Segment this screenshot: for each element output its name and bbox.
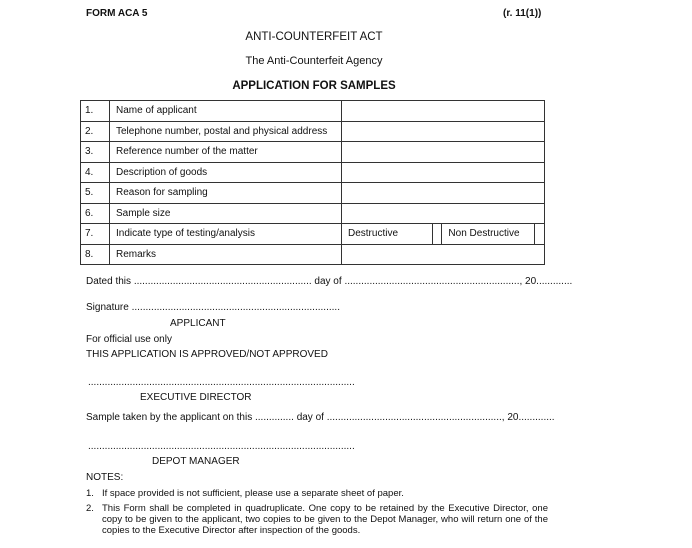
- dated-day-of: day of: [314, 276, 342, 287]
- approval-status: THIS APPLICATION IS APPROVED/NOT APPROVED: [86, 349, 328, 360]
- row-number: 8.: [81, 244, 110, 265]
- sample-taken-prefix: Sample taken by the applicant on this: [86, 412, 253, 423]
- row-number: 2.: [81, 121, 110, 142]
- applicant-name-field[interactable]: [342, 101, 545, 122]
- note-number: 2.: [86, 503, 94, 514]
- depot-manager-signature-field[interactable]: ................................................................................................: [88, 441, 355, 452]
- row-label: Reference number of the matter: [110, 142, 342, 163]
- non-destructive-option-label: Non Destructive: [442, 224, 535, 245]
- table-row: [81, 203, 545, 224]
- reference-number-field[interactable]: [342, 142, 545, 163]
- rule-reference: (r. 11(1)): [503, 8, 542, 19]
- notes-heading: NOTES:: [86, 472, 124, 483]
- sample-taken-day-of: day of: [296, 412, 324, 423]
- table-row: [81, 121, 545, 142]
- goods-description-field[interactable]: [342, 162, 545, 183]
- applicant-role: APPLICANT: [170, 318, 226, 329]
- row-label: Sample size: [110, 203, 342, 224]
- note-item: [86, 503, 548, 536]
- note-item: [86, 488, 548, 499]
- row-number: 5.: [81, 183, 110, 204]
- application-table: [80, 100, 545, 265]
- executive-director-signature-field[interactable]: ................................................................................................: [88, 377, 355, 388]
- depot-manager-role: DEPOT MANAGER: [152, 456, 240, 467]
- signature-label: Signature: [86, 302, 129, 313]
- row-label: Telephone number, postal and physical address: [110, 121, 342, 142]
- row-label: Reason for sampling: [110, 183, 342, 204]
- row-label: Name of applicant: [110, 101, 342, 122]
- note-number: 1.: [86, 488, 94, 499]
- dated-prefix: Dated this: [86, 276, 132, 287]
- act-title: ANTI-COUNTERFEIT ACT: [245, 31, 383, 43]
- signature-line: [86, 302, 340, 313]
- dated-line: [86, 276, 572, 287]
- row-label: Remarks: [110, 244, 342, 265]
- table-row: [81, 142, 545, 163]
- executive-director-role: EXECUTIVE DIRECTOR: [140, 392, 252, 403]
- table-row: [81, 244, 545, 265]
- contact-address-field[interactable]: [342, 121, 545, 142]
- note-text: If space provided is not sufficient, please use a separate sheet of paper.: [102, 488, 404, 499]
- sample-taken-line: [86, 412, 555, 423]
- remarks-field[interactable]: [342, 244, 545, 265]
- agency-name: The Anti-Counterfeit Agency: [245, 55, 383, 67]
- destructive-checkbox[interactable]: [432, 224, 442, 245]
- dated-year[interactable]: , 20.............: [519, 276, 573, 287]
- dated-day-field[interactable]: ................................................................: [133, 276, 312, 287]
- row-label: Indicate type of testing/analysis: [110, 224, 342, 245]
- row-number: 4.: [81, 162, 110, 183]
- row-label: Description of goods: [110, 162, 342, 183]
- table-row: [81, 224, 545, 245]
- row-number: 3.: [81, 142, 110, 163]
- row-number: 6.: [81, 203, 110, 224]
- sample-taken-year[interactable]: , 20.............: [501, 412, 555, 423]
- form-id: FORM ACA 5: [86, 8, 148, 19]
- note-text: This Form shall be completed in quadruplicate. One copy to be retained by the Executive Director, one copy to be given to the applicant, two copies to be given to the Depot Manager, who will return one of the copies to the Executive Director after inspection of the goods.: [102, 503, 548, 536]
- sampling-reason-field[interactable]: [342, 183, 545, 204]
- table-row: [81, 162, 545, 183]
- sample-taken-month-field[interactable]: ...............................................................: [326, 412, 502, 423]
- dated-month-field[interactable]: ...............................................................: [344, 276, 520, 287]
- row-number: 1.: [81, 101, 110, 122]
- official-use-label: For official use only: [86, 334, 172, 345]
- sample-taken-day-field[interactable]: ..............: [255, 412, 294, 423]
- table-row: [81, 101, 545, 122]
- row-number: 7.: [81, 224, 110, 245]
- destructive-option-label: Destructive: [342, 224, 433, 245]
- non-destructive-checkbox[interactable]: [535, 224, 545, 245]
- table-row: [81, 183, 545, 204]
- sample-size-field[interactable]: [342, 203, 545, 224]
- signature-field[interactable]: ...........................................................................: [131, 302, 340, 313]
- document-title: APPLICATION FOR SAMPLES: [232, 80, 396, 92]
